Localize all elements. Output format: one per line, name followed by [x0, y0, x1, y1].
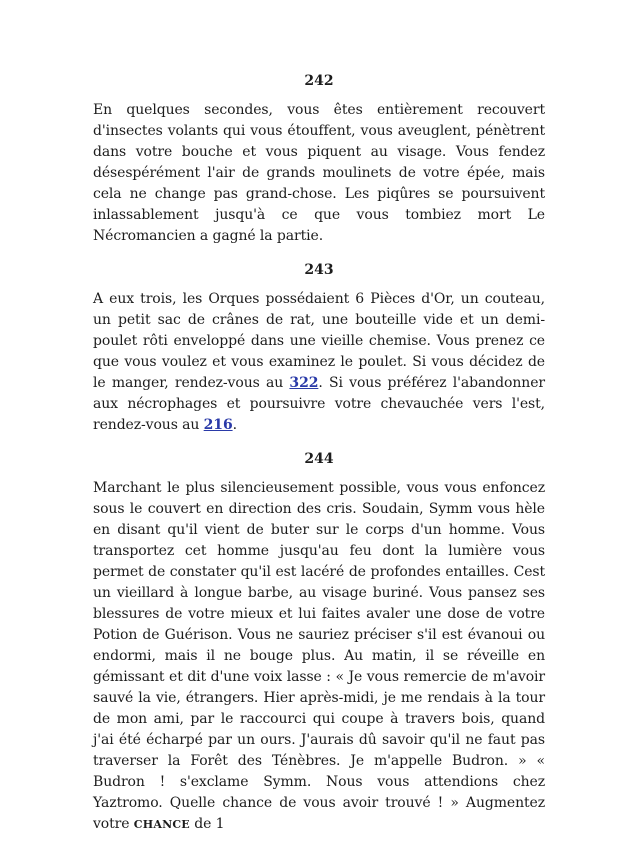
section-244-text-part1: Marchant le plus silencieusement possible, vous vous enfoncez sous le couvert en direction des cris. Soudain, Symm vous hèle en disant qu'il vient de buter sur le corps d'un homme. Vous transportez cet homme jusqu'au feu dont la lumière vous permet de constater qu'il est lacéré de profondes entailles. Cest un vieillard à longue barbe, au visage buriné. Vous pansez ses blessures de votre mieux et lui faites avaler une dose de votre Potion de Guérison. Vous ne sauriez préciser s'il est évanoui ou endormi, mais il ne bouge plus. Au matin, il se réveille en gémissant et dit d'une voix lasse : « Je vous remercie de m'avoir sauvé la vie, étrangers. Hier après-midi, je me rendais à la tour de mon ami, par le raccourci qui coupe à travers bois, quand j'ai été écharpé par un ours. J'aurais dû savoir qu'il ne faut pas traverser la Forêt des Ténèbres. Je m'appelle Budron. » « Budron ! s'exclame Symm. Nous vous attendions chez Yaztromo. Quelle chance de vous avoir trouvé ! » Augmentez votre [93, 480, 545, 832]
link-section-216[interactable]: 216 [203, 417, 233, 433]
section-number-243: 243 [304, 262, 334, 278]
section-text-242: En quelques secondes, vous êtes entièrement recouvert d'insectes volants qui vous étouffent, vous aveuglent, pénètrent dans votre bouche et vous piquent au visage. Vous fendez désespérément l'air de grands moulinets de votre épée, mais cela ne change pas grand-chose. Les piqûres se poursuivent inlassablement jusqu'à ce que vous tombiez mort Le Nécromancien a gagné la partie. [93, 102, 545, 244]
section-text-243 [93, 289, 545, 436]
section-244-text-part2: de 1 [189, 816, 225, 832]
stat-chance: CHANCE [133, 818, 190, 831]
section-text-244 [93, 478, 545, 835]
section-243-text-part3: . [232, 417, 237, 433]
section-number-244: 244 [304, 451, 334, 467]
section-243-text-part2: . Si vous préférez l'abandonner aux nécrophages et poursuivre votre chevauchée vers l'est, rendez-vous au [93, 375, 545, 433]
section-243-text-part1: A eux trois, les Orques possédaient 6 Pièces d'Or, un couteau, un petit sac de crânes de rat, une bouteille vide et un demi-poulet rôti enveloppé dans une vieille chemise. Vous prenez ce que vous voulez et vous examinez le poulet. Si vous décidez de le manger, rendez-vous au [93, 291, 545, 391]
book-page [93, 72, 545, 849]
link-section-322[interactable]: 322 [289, 375, 319, 391]
section-number-242: 242 [304, 73, 334, 89]
